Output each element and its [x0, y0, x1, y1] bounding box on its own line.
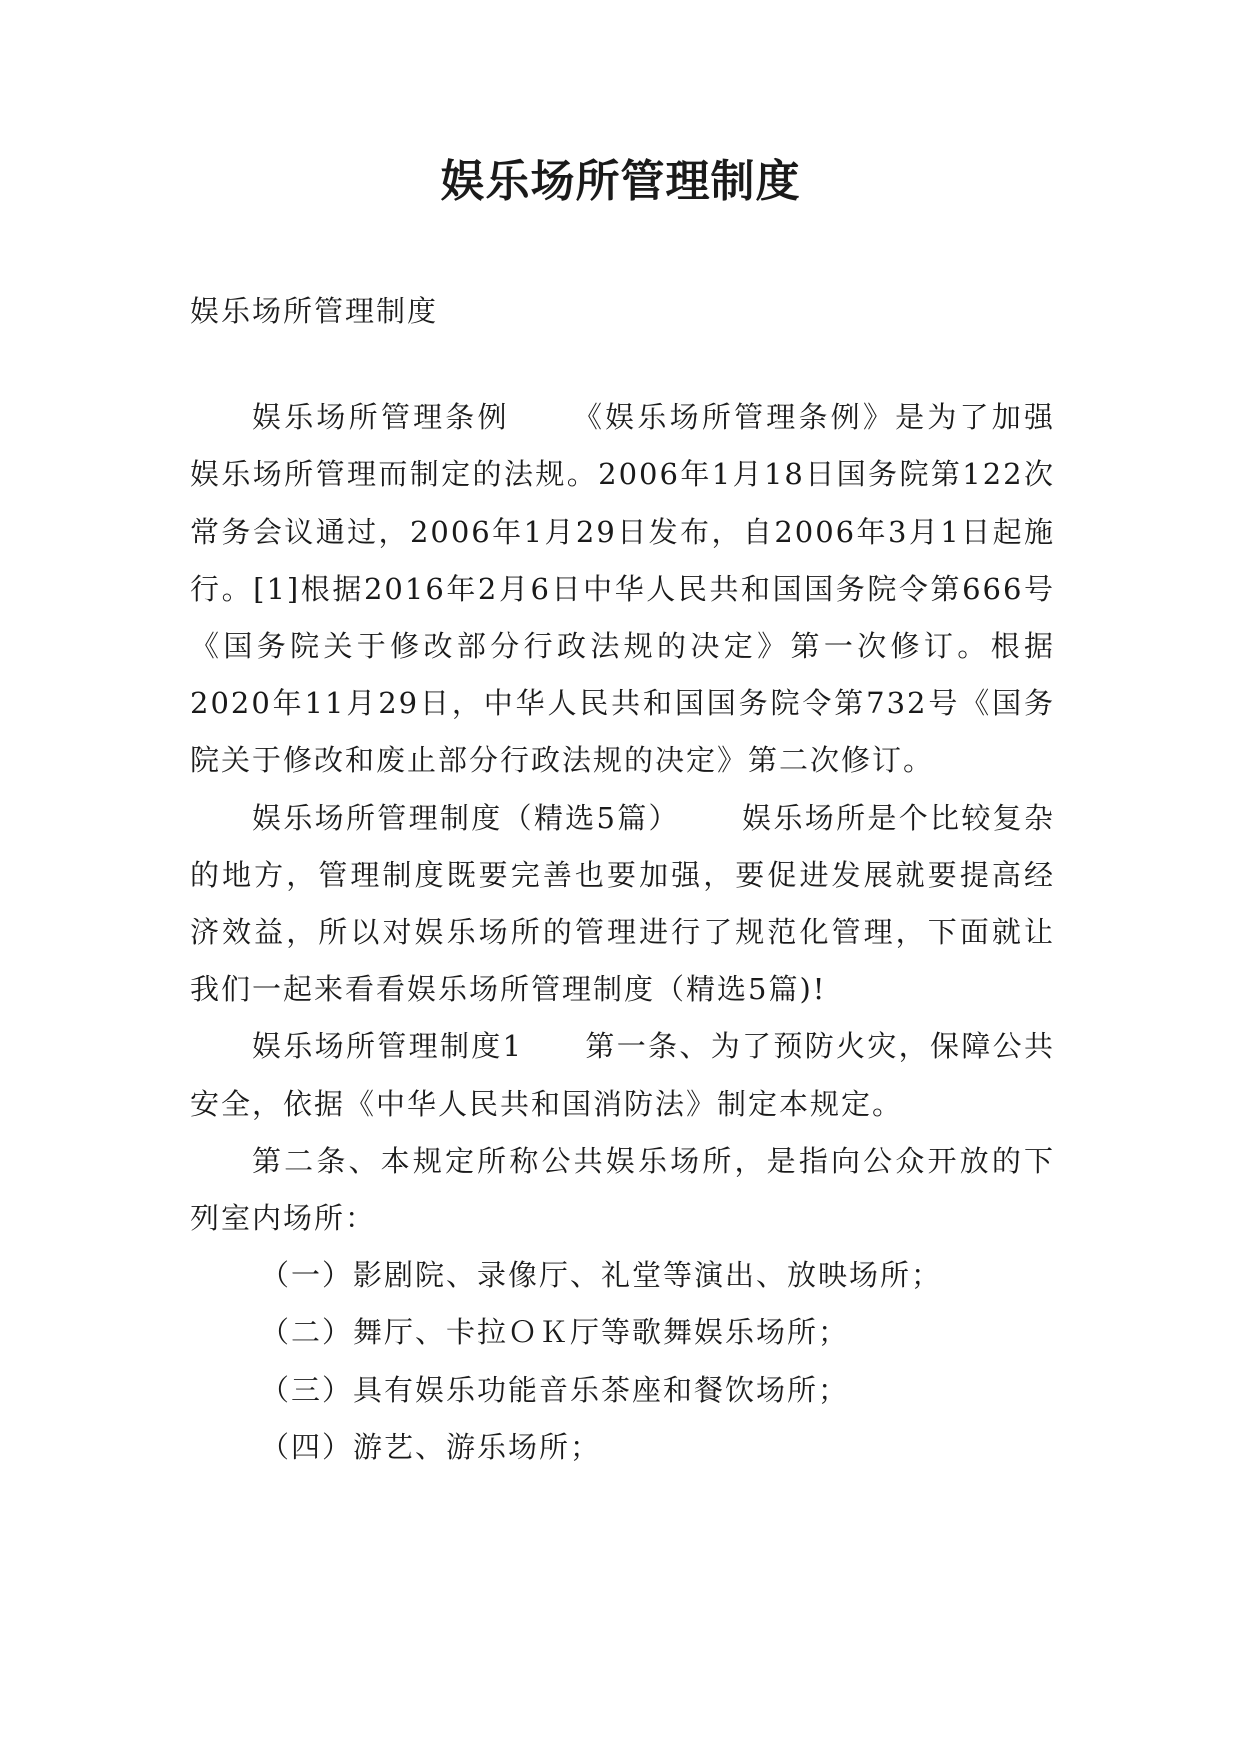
document-body [190, 283, 1055, 1476]
paragraph-text: 第二条、本规定所称公共娱乐场所，是指向公众开放的下列室内场所： [190, 1143, 1055, 1236]
list-item: （一）影剧院、录像厅、礼堂等演出、放映场所； [260, 1258, 943, 1293]
list-item: （二）舞厅、卡拉ＯＫ厅等歌舞娱乐场所； [260, 1315, 850, 1350]
list-item: （三）具有娱乐功能音乐茶座和餐饮场所； [260, 1372, 850, 1407]
paragraph-lead: 娱乐场所管理制度1 [252, 1029, 524, 1064]
document-title: 娱乐场所管理制度 [440, 156, 801, 207]
paragraph [190, 389, 1055, 789]
paragraph [190, 790, 1055, 1019]
paragraph-text: 《娱乐场所管理条例》是为了加强娱乐场所管理而制定的法规。2006年1月18日国务院第122次常务会议通过，2006年1月29日发布，自2006年3月1日起施行。[1]根据2016年2月6日中华人民共和国国务院令第666号《国务院关于修改部分行政法规的决定》第一次修订。根据2020年11月29日，中华人民共和国国务院令第732号《国务院关于修改和废止部分行政法规的决定》第二次修订。 [190, 400, 1055, 778]
document-subtitle: 娱乐场所管理制度 [190, 294, 439, 328]
paragraph-text: 娱乐场所是个比较复杂的地方，管理制度既要完善也要加强，要促进发展就要提高经济效益，所以对娱乐场所的管理进行了规范化管理，下面就让我们一起来看看娱乐场所管理制度（精选5篇)! [190, 800, 1055, 1007]
paragraph-text: 第一条、为了预防火灾，保障公共安全，依据《中华人民共和国消防法》制定本规定。 [190, 1029, 1055, 1121]
list-item: （四）游艺、游乐场所； [260, 1429, 602, 1464]
paragraph-lead: 娱乐场所管理条例 [252, 400, 510, 435]
paragraph [190, 1133, 1055, 1247]
paragraph-lead: 娱乐场所管理制度（精选5篇） [252, 800, 680, 835]
paragraph [190, 1018, 1055, 1132]
